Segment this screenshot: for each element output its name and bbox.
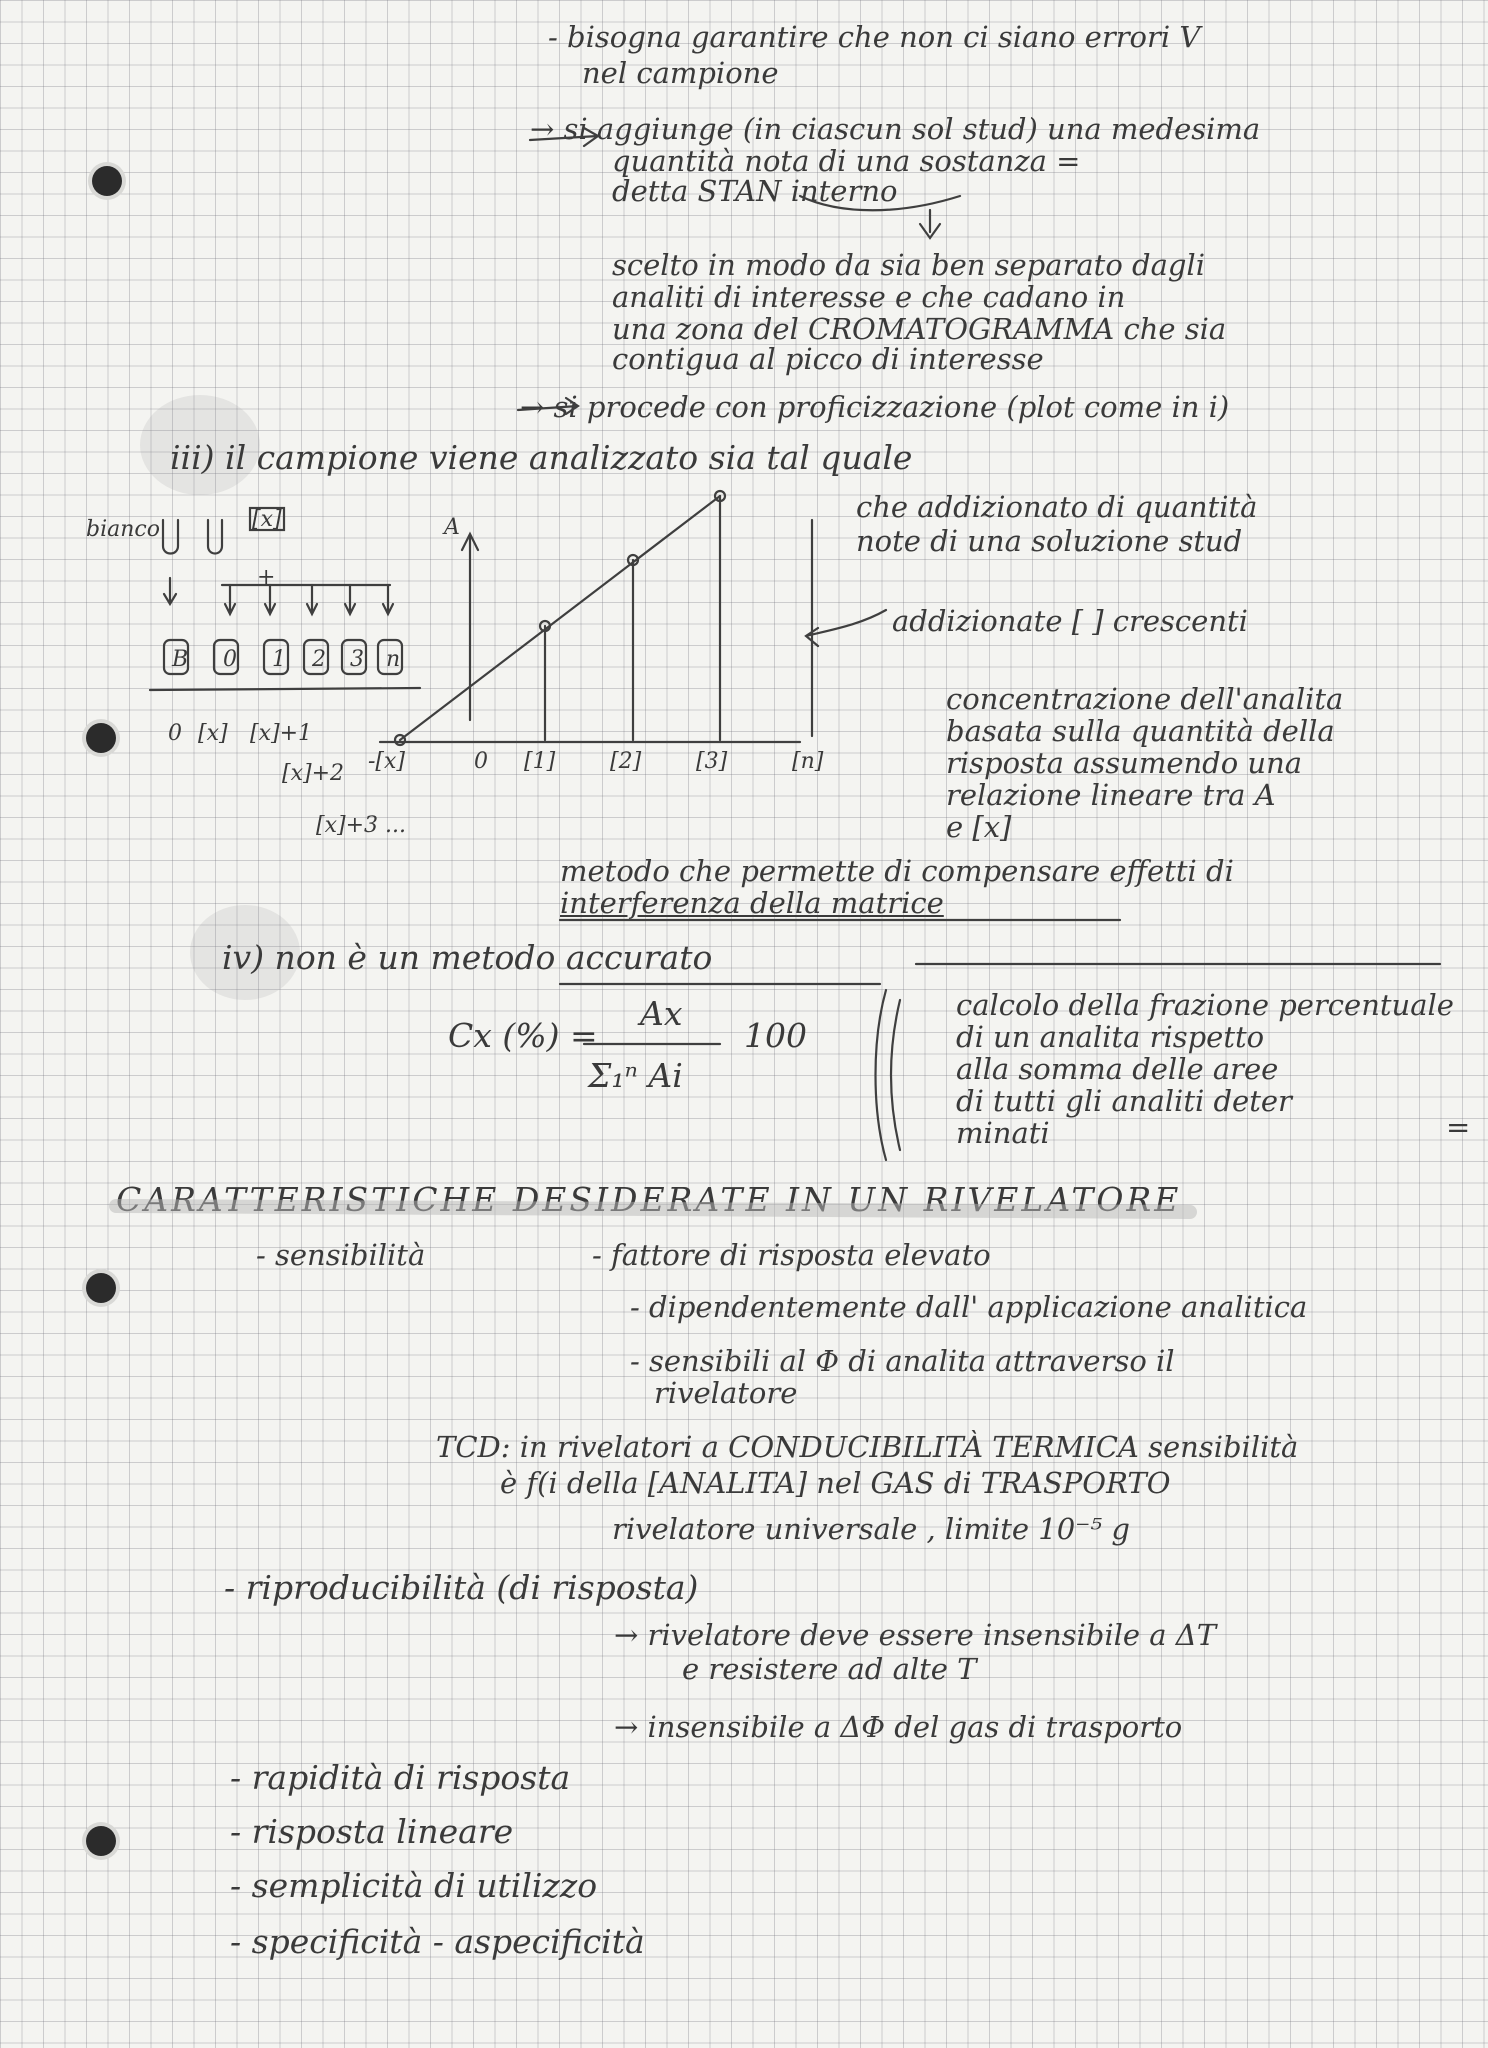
arrow-icon	[518, 398, 578, 414]
arrow-icon	[806, 610, 886, 646]
note-line: note di una soluzione stud	[856, 524, 1243, 558]
brace-stroke	[876, 990, 901, 1160]
axis-tick-label: [n]	[792, 749, 824, 774]
note-line: - semplicità di utilizzo	[230, 1866, 598, 1905]
formula-multiplier: 100	[744, 1016, 807, 1055]
plus-sign: +	[257, 565, 276, 590]
tube-icon	[378, 640, 402, 674]
note-line: - rapidità di risposta	[230, 1758, 571, 1797]
note-line: rivelatore	[654, 1376, 798, 1410]
note-line: rivelatore universale , limite 10⁻⁵ g	[612, 1512, 1130, 1546]
note-line: - sensibili al Φ di analita attraverso il	[630, 1344, 1175, 1378]
arrow-down-icon	[920, 210, 940, 238]
note-line: minati	[956, 1116, 1050, 1150]
axis-tick-label: [3]	[696, 749, 728, 774]
tube-label: 3	[350, 647, 364, 672]
brace-stroke	[800, 196, 960, 210]
tube-label: B	[172, 647, 189, 672]
arrow-down-icon	[265, 585, 275, 614]
vial-icon	[250, 508, 284, 530]
section-iv: iv) non è un metodo accurato	[222, 938, 713, 977]
note-line: calcolo della frazione percentuale	[956, 988, 1454, 1022]
formula-numerator: Ax	[640, 994, 683, 1033]
axis-tick-label: -[x]	[368, 749, 406, 774]
note-line: basata sulla quantità della	[946, 714, 1335, 748]
note-line: analiti di interesse e che cadano in	[612, 280, 1126, 314]
axis-tick-label: [1]	[524, 749, 556, 774]
vial-icon	[163, 520, 178, 554]
formula-denominator: Σ₁ⁿ Ai	[588, 1056, 683, 1095]
note-line: - sensibilità	[256, 1238, 426, 1272]
vial-top-label: [x]	[252, 507, 282, 532]
note-line: - specificità - aspecificità	[230, 1922, 645, 1961]
tube-label: n	[386, 647, 401, 672]
blank-label: bianco	[86, 517, 160, 542]
note-line: concentrazione dell'analita	[946, 682, 1344, 716]
note-line: =	[1446, 1110, 1471, 1144]
note-line: - bisogna garantire che non ci siano errori V	[548, 20, 1201, 54]
note-line: - dipendentemente dall' applicazione analitica	[630, 1290, 1308, 1324]
note-line: e [x]	[946, 810, 1012, 844]
note-line: interferenza della matrice	[560, 886, 944, 920]
note-line: alla somma delle aree	[956, 1052, 1279, 1086]
concentration-label: [x]+3 ...	[316, 813, 406, 838]
note-line: risposta assumendo una	[946, 746, 1303, 780]
tube-label: 2	[312, 647, 326, 672]
arrow-down-icon	[345, 585, 355, 614]
tube-icon	[164, 640, 188, 674]
section-iii: iii) il campione viene analizzato sia tal quale	[170, 438, 913, 477]
highlight-stroke	[116, 1206, 1190, 1212]
note-line: di tutti gli analiti deter	[956, 1084, 1292, 1118]
arrow-down-icon	[164, 578, 176, 604]
tube-icon	[264, 640, 288, 674]
concentration-label: [x]+2	[282, 761, 345, 786]
note-line: che addizionato di quantità	[856, 490, 1258, 524]
regression-line	[400, 496, 720, 740]
axis-label-y: A	[444, 515, 460, 540]
note-line: → si procede con proficizzazione (plot come in i)	[520, 390, 1230, 424]
tube-icon	[214, 640, 238, 674]
arrow-down-icon	[307, 585, 317, 614]
note-line: - risposta lineare	[230, 1812, 514, 1851]
note-line: → insensibile a ΔΦ del gas di trasporto	[614, 1710, 1183, 1744]
axis-tick-label: [2]	[610, 749, 642, 774]
concentration-label: 0	[168, 721, 182, 746]
tube-icon	[342, 640, 366, 674]
note-line: una zona del CROMATOGRAMMA che sia	[612, 312, 1227, 346]
arrow-icon	[530, 128, 598, 146]
note-line: scelto in modo da sia ben separato dagli	[612, 248, 1205, 282]
note-line: contigua al picco di interesse	[612, 342, 1044, 376]
tube-label: 0	[223, 647, 237, 672]
note-line: di un analita rispetto	[956, 1020, 1265, 1054]
axis-tick-label: 0	[474, 749, 488, 774]
note-line: relazione lineare tra A	[946, 778, 1276, 812]
section-heading: CARATTERISTICHE DESIDERATE IN UN RIVELATORE	[116, 1180, 1182, 1219]
tube-label: 1	[272, 647, 286, 672]
note-line: quantità nota di una sostanza =	[612, 144, 1081, 178]
note-line: → rivelatore deve essere insensibile a ΔT	[614, 1618, 1217, 1652]
note-line: nel campione	[582, 56, 779, 90]
note-line: TCD: in rivelatori a CONDUCIBILITÀ TERMICA sensibilità	[436, 1430, 1299, 1464]
concentration-label: [x]	[198, 721, 228, 746]
arrow-down-icon	[225, 585, 235, 614]
note-line: - riproducibilità (di risposta)	[224, 1568, 699, 1607]
vial-icon	[208, 520, 222, 554]
arrow-down-icon	[383, 585, 393, 614]
note-line: addizionate [ ] crescenti	[892, 604, 1248, 638]
note-line: - fattore di risposta elevato	[592, 1238, 991, 1272]
divider-line	[150, 688, 420, 690]
formula-lhs: Cx (%) =	[448, 1016, 598, 1055]
note-line: metodo che permette di compensare effetti di	[560, 854, 1234, 888]
note-line: e resistere ad alte T	[682, 1652, 977, 1686]
note-line: è f(i della [ANALITA] nel GAS di TRASPORTO	[500, 1466, 1171, 1500]
note-line: detta STAN interno	[612, 174, 898, 208]
tube-icon	[304, 640, 328, 674]
note-line: → si aggiunge (in ciascun sol stud) una medesima	[530, 112, 1261, 146]
concentration-label: [x]+1	[250, 721, 313, 746]
